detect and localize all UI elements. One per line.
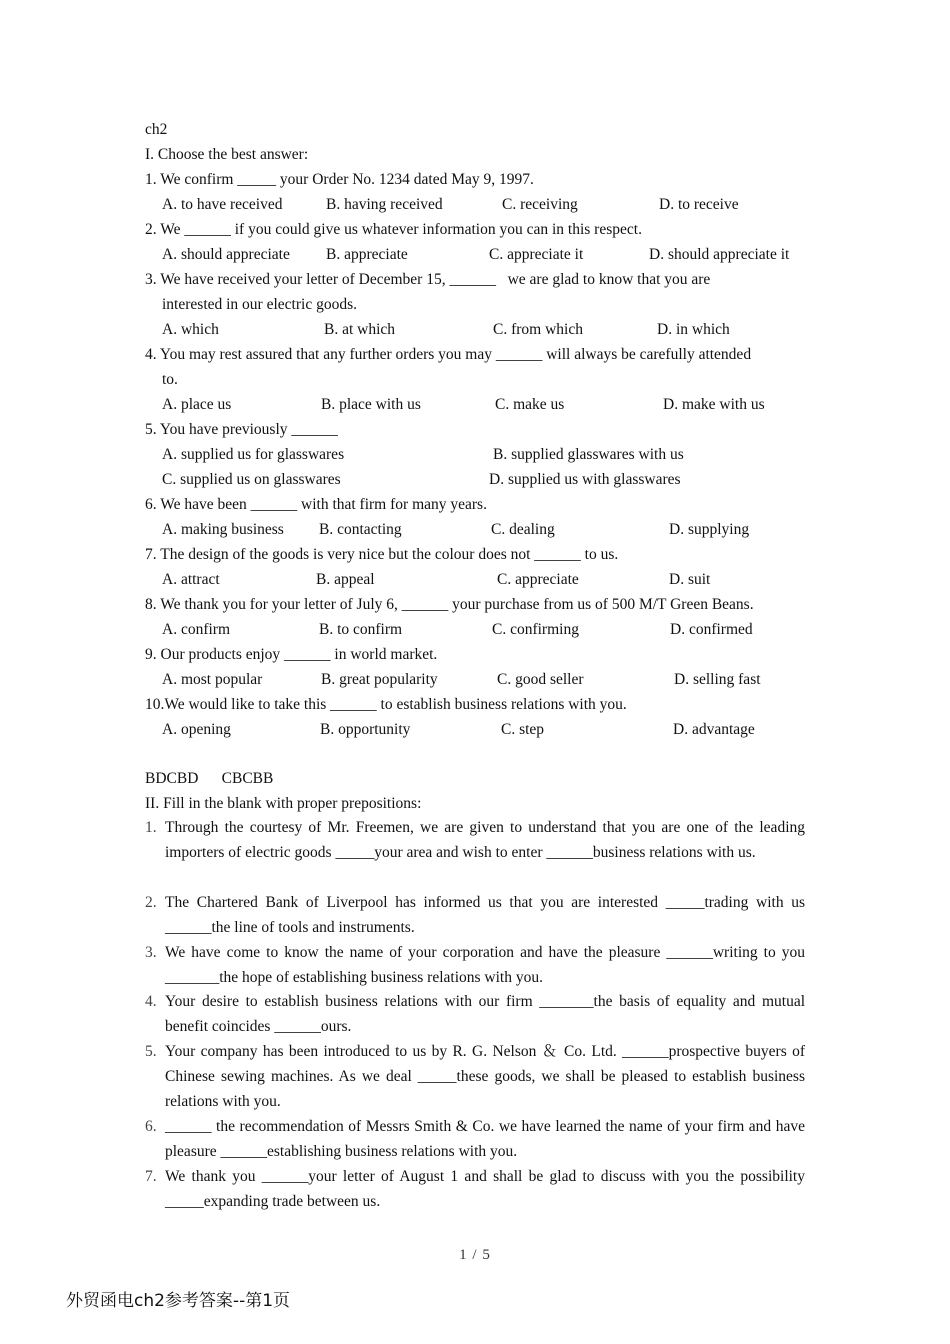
option-10d: D. advantage [673, 721, 755, 738]
fill-number-3: 3. [145, 944, 157, 961]
question-6: 6. We have been ______ with that firm for many years. [145, 496, 487, 513]
option-3c: C. from which [493, 321, 583, 338]
option-10c: C. step [501, 721, 545, 738]
option-9c: C. good seller [497, 671, 584, 688]
option-5a: A. supplied us for glasswares [162, 446, 345, 463]
question-1: 1. We confirm _____ your Order No. 1234 dated May 9, 1997. [145, 171, 534, 188]
fill-number-5: 5. [145, 1043, 157, 1060]
fill-item-7: We thank you ______your letter of August 1 and shall be glad to discuss with you the possibility _____expanding trade between us. [165, 1168, 805, 1210]
section1-title: I. Choose the best answer: [145, 146, 309, 163]
option-9b: B. great popularity [321, 671, 438, 688]
fill-item-5: Your company has been introduced to us by R. G. Nelson ＆ Co. Ltd. ______prospective buyers of Chinese sewing machines. As we deal _____these goods, we shall be pleased to establish business relations with you. [165, 1043, 805, 1110]
option-3b: B. at which [324, 321, 396, 338]
option-4c: C. make us [495, 396, 565, 413]
question-4-cont: to. [162, 371, 178, 388]
question-5: 5. You have previously ______ [145, 421, 338, 438]
option-6d: D. supplying [669, 521, 750, 538]
fill-item-4: Your desire to establish business relations with our firm _______the basis of equality and mutual benefit coincides ______ours. [165, 993, 805, 1035]
fill-number-6: 6. [145, 1118, 157, 1135]
fill-number-4: 4. [145, 993, 157, 1010]
option-8d: D. confirmed [670, 621, 753, 638]
option-3d: D. in which [657, 321, 730, 338]
option-6b: B. contacting [319, 521, 402, 538]
page-number: 1 / 5 [459, 1247, 491, 1263]
option-10a: A. opening [162, 721, 231, 738]
option-5b: B. supplied glasswares with us [493, 446, 684, 463]
question-10: 10.We would like to take this ______ to establish business relations with you. [145, 696, 627, 713]
document-footer-title: 外贸函电ch2参考答案--第1页 [66, 1291, 291, 1311]
option-2c: C. appreciate it [489, 246, 584, 263]
option-1d: D. to receive [659, 196, 739, 213]
fill-item-3: We have come to know the name of your corporation and have the pleasure ______writing to you _______the hope of establishing business relations with you. [165, 944, 805, 986]
option-4b: B. place with us [321, 396, 421, 413]
option-6c: C. dealing [491, 521, 555, 538]
option-4d: D. make with us [663, 396, 765, 413]
option-3a: A. which [162, 321, 219, 338]
question-4: 4. You may rest assured that any further orders you may ______ will always be carefully attended [145, 346, 752, 363]
fill-number-2: 2. [145, 894, 157, 911]
option-7d: D. suit [669, 571, 711, 588]
fill-number-7: 7. [145, 1168, 157, 1185]
fill-item-1: Through the courtesy of Mr. Freemen, we are given to understand that you are one of the leading importers of electric goods _____your area and wish to enter ______business relations with us. [165, 819, 805, 861]
option-10b: B. opportunity [320, 721, 411, 738]
chapter-header: ch2 [145, 121, 168, 138]
question-7: 7. The design of the goods is very nice but the colour does not ______ to us. [145, 546, 619, 563]
option-8c: C. confirming [492, 621, 579, 638]
option-5d: D. supplied us with glasswares [489, 471, 681, 488]
fill-item-6: ______ the recommendation of Messrs Smith & Co. we have learned the name of your firm and have pleasure ______establishing business relations with you. [165, 1118, 805, 1160]
question-9: 9. Our products enjoy ______ in world market. [145, 646, 438, 663]
fill-number-1: 1. [145, 819, 157, 836]
question-8: 8. We thank you for your letter of July 6, ______ your purchase from us of 500 M/T Green Beans. [145, 596, 754, 613]
question-3-cont: interested in our electric goods. [162, 296, 357, 313]
option-7a: A. attract [162, 571, 220, 588]
option-8a: A. confirm [162, 621, 231, 638]
option-7b: B. appeal [316, 571, 375, 588]
section2-title: II. Fill in the blank with proper prepositions: [145, 795, 422, 812]
option-2b: B. appreciate [326, 246, 408, 263]
option-5c: C. supplied us on glasswares [162, 471, 341, 488]
question-3: 3. We have received your letter of December 15, ______ we are glad to know that you are [145, 271, 711, 288]
option-2a: A. should appreciate [162, 246, 290, 263]
option-8b: B. to confirm [319, 621, 403, 638]
option-9d: D. selling fast [674, 671, 761, 688]
option-7c: C. appreciate [497, 571, 579, 588]
option-9a: A. most popular [162, 671, 263, 688]
option-1b: B. having received [326, 196, 443, 213]
question-2: 2. We ______ if you could give us whatever information you can in this respect. [145, 221, 642, 238]
fill-item-2: The Chartered Bank of Liverpool has informed us that you are interested _____trading with us ______the line of tools and instruments. [165, 894, 805, 936]
option-1c: C. receiving [502, 196, 578, 213]
answer-key: BDCBD CBCBB [145, 770, 274, 787]
option-1a: A. to have received [162, 196, 283, 213]
option-2d: D. should appreciate it [649, 246, 790, 263]
option-4a: A. place us [162, 396, 232, 413]
option-6a: A. making business [162, 521, 284, 538]
